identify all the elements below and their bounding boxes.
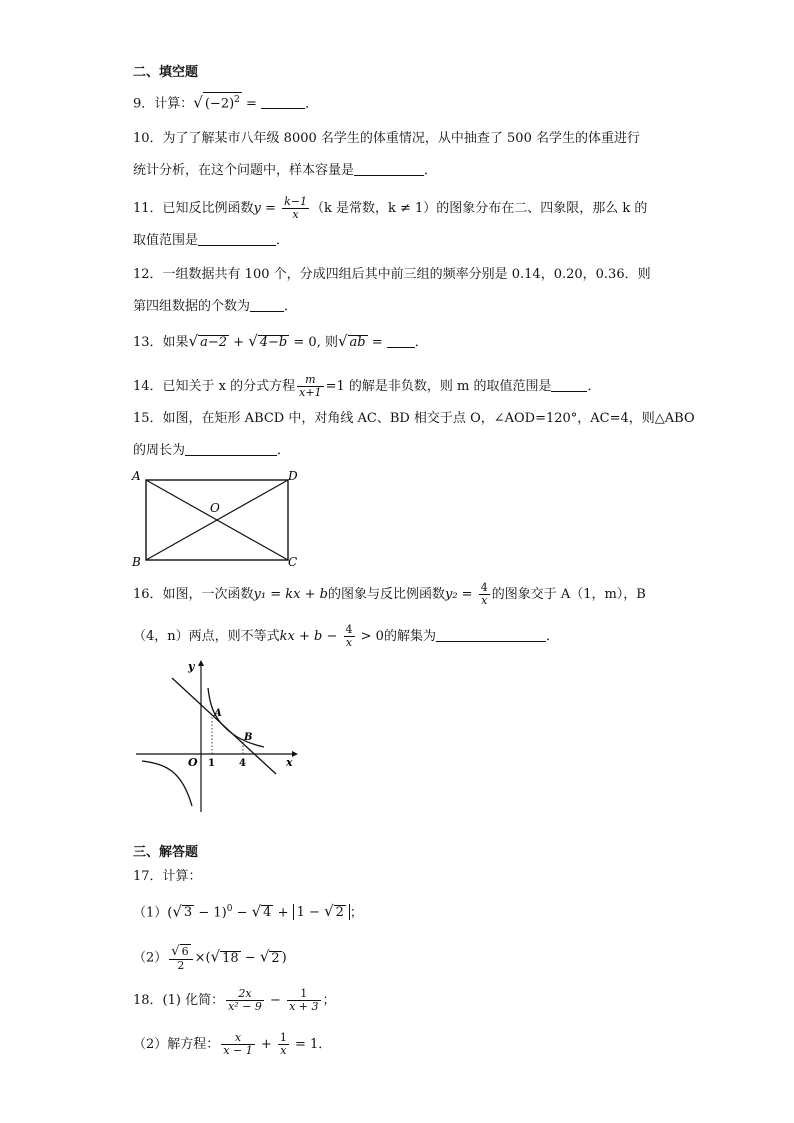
label-a: A <box>132 469 141 483</box>
q11-answer-blank[interactable] <box>198 232 276 246</box>
point-a-label: A <box>214 708 222 719</box>
question-16-line1 <box>133 582 646 607</box>
q17-p1-c: − <box>232 905 252 921</box>
sqrt-symbol-icon: √ <box>251 902 262 921</box>
q16-f2: y₂ = <box>444 587 477 602</box>
q14-text: 14．已知关于 x 的分式方程 <box>133 379 296 394</box>
question-15-line1: 15．如图，在矩形 ABCD 中，对角线 AC、BD 相交于点 O，∠AOD=120°，AC=4，则△ABO <box>133 411 695 426</box>
sqrt-symbol-icon: √ <box>188 332 199 350</box>
q17-p2-b: − <box>240 950 260 966</box>
q16-ineq-fraction <box>344 624 355 649</box>
label-x: x <box>286 756 293 769</box>
q16-mid1: 的图象与反比例函数 <box>327 587 445 602</box>
label-d: D <box>288 469 298 483</box>
q11-eq: = <box>260 201 281 216</box>
q10-answer-blank[interactable] <box>354 162 424 176</box>
tick-4: 4 <box>239 758 246 769</box>
q11-fraction <box>282 196 309 221</box>
q18-f1 <box>226 988 264 1013</box>
question-18-part2 <box>133 1032 331 1057</box>
q9-exponent: 2 <box>234 95 240 105</box>
q15-end: ． <box>277 443 291 458</box>
sqrt-symbol-icon: √ <box>172 902 182 921</box>
q9-expr: (−2) <box>204 96 235 112</box>
q9-number: 9． <box>133 96 155 112</box>
point-b-label: B <box>244 732 253 743</box>
section-title-solve: 三、解答题 <box>133 845 199 860</box>
question-12-line1: 12．一组数据共有 100 个，分成四组后其中前三组的频率分别是 0.14，0.20，0.36．则 <box>133 267 651 282</box>
question-10-line1: 10．为了了解某市八年级 8000 名学生的体重情况，从中抽查了 500 名学生的体重进行 <box>133 131 640 146</box>
q13-radical-3: ab <box>349 335 366 350</box>
q17-p1-abs-a: 1 − <box>296 905 325 921</box>
label-c: C <box>288 555 298 569</box>
q17-p1-abs <box>293 904 350 920</box>
q17-p2-den: 2 <box>177 959 185 972</box>
q17-p2-num: √ 6 <box>169 944 192 960</box>
q16-ineq-num: 4 <box>345 623 353 636</box>
q16-num: 4 <box>480 581 488 594</box>
question-14 <box>133 374 600 399</box>
q17-p2-label: （2） <box>133 950 168 966</box>
q17-p2-r1: 18 <box>222 950 239 966</box>
label-b: B <box>132 555 141 569</box>
q16-answer-blank[interactable] <box>436 628 546 642</box>
question-11-line1 <box>133 196 647 221</box>
y-axis-arrow-icon <box>198 660 204 666</box>
q14-end: ． <box>587 379 601 394</box>
question-17-head: 17．计算： <box>133 869 202 884</box>
q11-text: 11．已知反比例函数 <box>133 201 254 216</box>
q11-end: ． <box>276 233 290 248</box>
q9-end: ． <box>305 96 319 112</box>
q9-text: 计算： <box>154 96 194 112</box>
sqrt-symbol-icon: √ <box>337 332 348 350</box>
q17-p2-num-r: 6 <box>181 945 189 958</box>
q18-g2-num: 1 <box>279 1031 287 1044</box>
q16-f1: y₁ = kx + b <box>253 587 328 602</box>
q11-den: x <box>292 208 299 221</box>
question-10-line2 <box>133 162 437 180</box>
q10-text: 统计分析，在这个问题中，样本容量是 <box>133 163 355 178</box>
q15-text: 的周长为 <box>133 443 186 458</box>
q14-mid: =1 的解是非负数，则 m 的取值范围是 <box>325 379 552 394</box>
q17-p1-r2: 4 <box>263 905 272 921</box>
q14-num: m <box>297 374 323 387</box>
q16-ineq-pre: kx + b − <box>279 629 342 644</box>
q17-p1-d: + <box>273 905 293 921</box>
tick-1: 1 <box>208 758 215 769</box>
q16-ineq-post: > 0 <box>356 629 384 644</box>
q17-p1-a: ( <box>167 905 173 921</box>
q18-g1-num: x <box>221 1032 254 1045</box>
q18-plus: + <box>256 1037 276 1052</box>
q16-text2: （4，n）两点，则不等式 <box>133 629 280 644</box>
question-12-line2 <box>133 298 297 316</box>
q10-end: ． <box>424 163 438 178</box>
q18-f1-num: 2x <box>226 988 264 1001</box>
sqrt-symbol-icon: √ <box>248 332 258 350</box>
q13-text: 13．如果 <box>133 335 189 350</box>
q16-end: ． <box>545 629 559 644</box>
question-17-part1 <box>133 900 363 922</box>
sqrt-symbol-icon: √ <box>193 93 203 112</box>
q18-g1 <box>221 1032 254 1057</box>
q18-g1-den: x − 1 <box>223 1044 253 1057</box>
question-15-line2 <box>133 442 290 460</box>
q14-den: x+1 <box>299 386 322 399</box>
q18-p2-end: = 1． <box>290 1037 332 1052</box>
sqrt-symbol-icon: √ <box>210 947 221 966</box>
q9-answer-blank[interactable] <box>261 95 305 109</box>
label-origin: O <box>188 756 198 769</box>
q18-f2 <box>287 988 320 1013</box>
q9-equals: = <box>241 96 262 112</box>
q11-text2: 取值范围是 <box>133 233 199 248</box>
question-16-line2 <box>133 624 559 649</box>
q16-mid2: 的图象交于 A（1，m），B <box>491 587 646 602</box>
q18-f2-num: 1 <box>287 988 320 1001</box>
q18-p1-label: 18．(1) 化简： <box>133 993 225 1008</box>
sqrt-symbol-icon: √ <box>259 947 270 966</box>
q12-end: ． <box>284 299 298 314</box>
q17-p1-end: ； <box>349 905 363 921</box>
q18-g2 <box>278 1032 289 1057</box>
section-title-fill-blank: 二、填空题 <box>133 65 199 80</box>
q11-mid: （k 是常数，k ≠ 1）的图象分布在二、四象限，那么 k 的 <box>310 201 648 216</box>
x-axis-arrow-icon <box>292 751 298 757</box>
q16-text: 16．如图，一次函数 <box>133 587 254 602</box>
q17-p1-label: （1） <box>133 905 168 921</box>
q14-fraction <box>297 374 323 399</box>
sqrt-symbol-icon: √ <box>324 902 334 921</box>
q16-text3: 的解集为 <box>383 629 436 644</box>
q16-fraction <box>479 582 490 607</box>
function-graph <box>130 656 300 816</box>
q14-answer-blank[interactable] <box>551 378 587 392</box>
q12-answer-blank[interactable] <box>250 298 284 312</box>
q13-radical-1: a−2 <box>200 335 228 350</box>
q12-text: 第四组数据的个数为 <box>133 299 251 314</box>
question-18-part1 <box>133 988 336 1013</box>
q18-g2-den: x <box>280 1044 287 1057</box>
q16-den: x <box>481 594 488 607</box>
hyperbola-branch-2 <box>142 761 192 806</box>
q13-end: ． <box>414 335 428 350</box>
label-o: O <box>210 501 220 515</box>
q18-minus: − <box>265 993 286 1008</box>
q18-f2-den: x + 3 <box>289 1000 319 1013</box>
q13-plus: + <box>229 335 249 350</box>
q13-eq: = <box>367 335 387 350</box>
q18-p2-label: （2）解方程： <box>133 1037 220 1052</box>
q18-p1-end: ； <box>322 993 336 1008</box>
q17-p2-r2: 2 <box>271 950 280 966</box>
question-11-line2 <box>133 232 289 250</box>
rectangle-diagram <box>128 464 308 574</box>
q17-p1-r3: 2 <box>335 905 344 921</box>
q13-mid: = 0, 则 <box>289 335 338 350</box>
q17-p2-c: ) <box>281 950 287 966</box>
q18-f1-den: x² − 9 <box>228 1000 262 1013</box>
q17-p1-exp: 0 <box>226 904 233 914</box>
q11-y: y <box>253 201 261 216</box>
q13-answer-blank[interactable] <box>387 334 415 348</box>
question-13 <box>133 332 428 352</box>
label-y: y <box>188 660 195 673</box>
q17-p1-b: − 1) <box>194 905 227 921</box>
q13-radical-2: 4−b <box>259 335 288 350</box>
q11-num: k−1 <box>284 195 307 208</box>
q17-p1-r1: 3 <box>183 905 193 921</box>
q17-p2-fraction <box>169 944 192 972</box>
q16-ineq-den: x <box>345 636 353 649</box>
q9-radicand <box>203 92 242 111</box>
question-17-part2 <box>133 944 287 972</box>
q17-p2-a: ×( <box>194 950 211 966</box>
question-9 <box>133 92 318 113</box>
q15-answer-blank[interactable] <box>185 442 277 456</box>
